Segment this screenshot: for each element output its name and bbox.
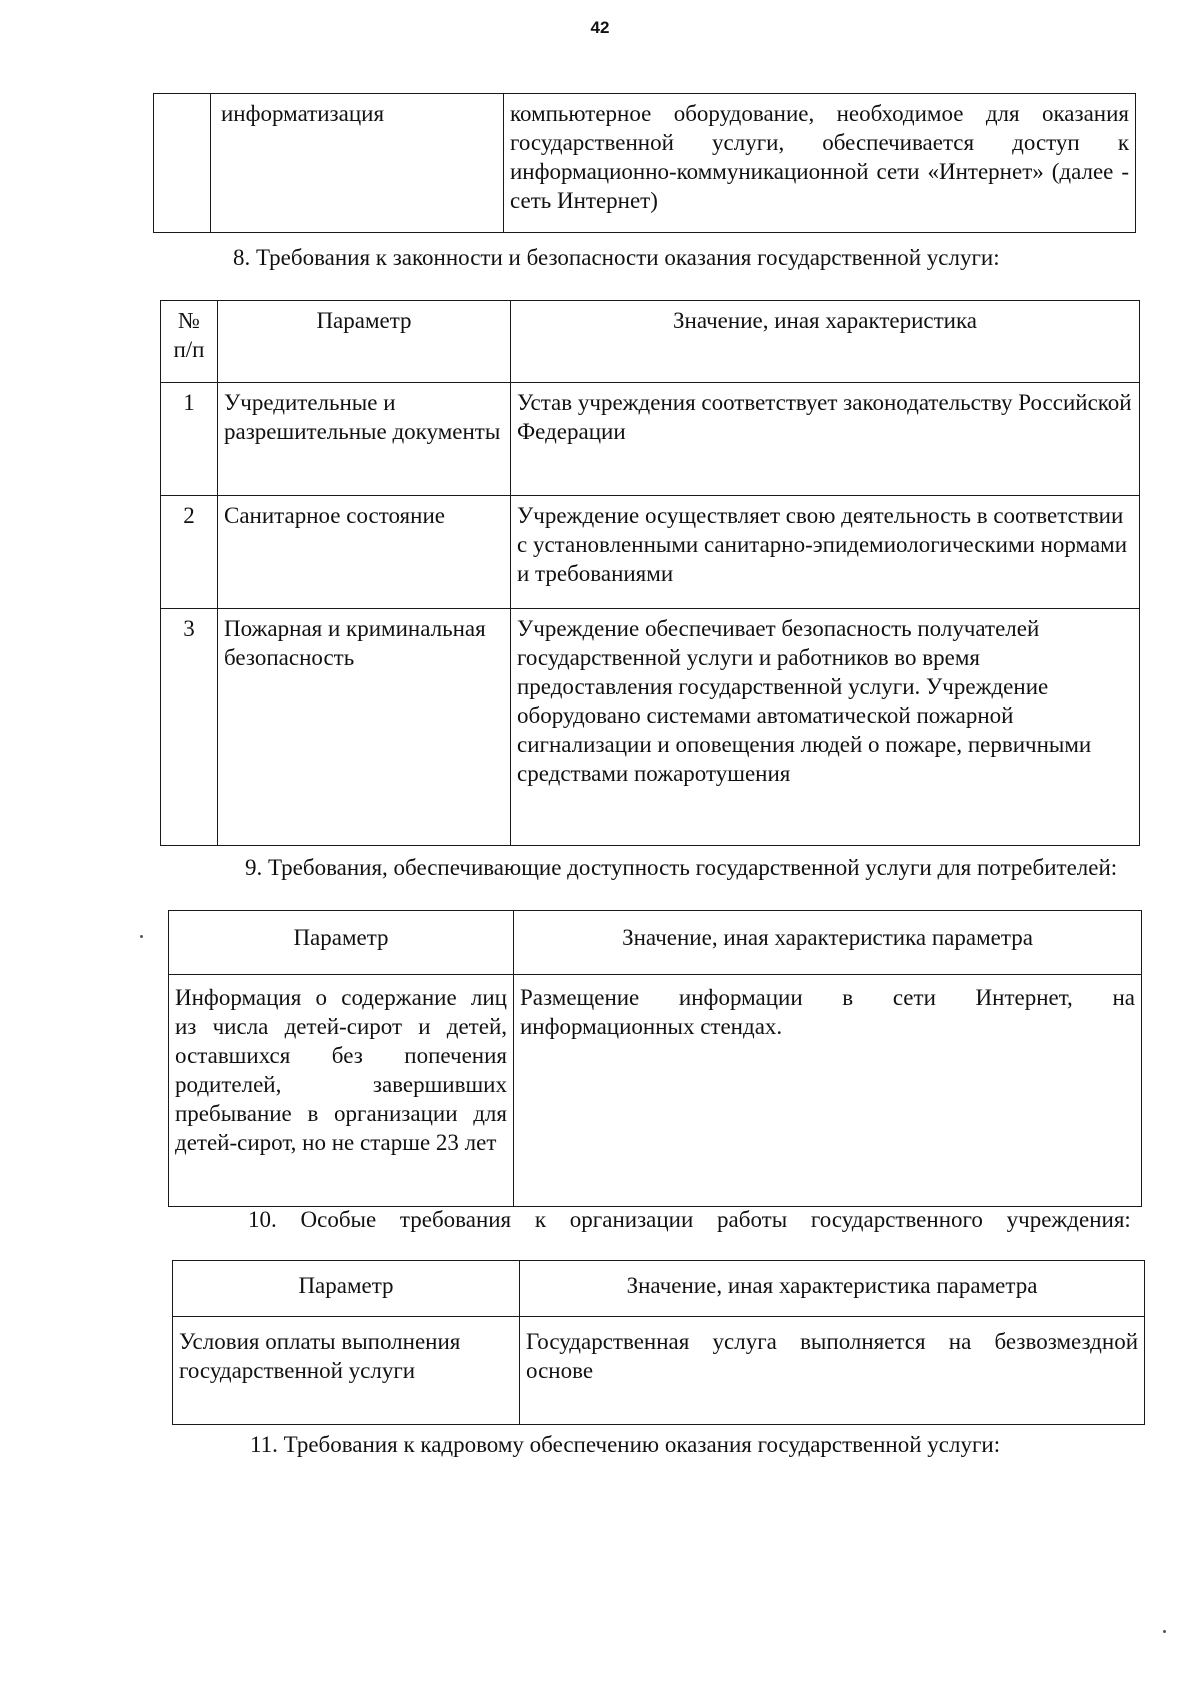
parameter-cell: Пожарная и криминальная безопасность xyxy=(218,609,511,846)
column-header-value: Значение, иная характеристика параметра xyxy=(514,911,1142,975)
value-cell: Размещение информации в сети Интернет, на информационных стендах. xyxy=(514,975,1142,1207)
table-header-row xyxy=(161,301,1140,383)
column-header-value: Значение, иная характеристика xyxy=(511,301,1140,383)
column-header-number: № п/п xyxy=(161,301,218,383)
accessibility-table xyxy=(168,910,1142,1207)
special-requirements-table xyxy=(172,1260,1145,1425)
parameter-cell: Учредительные и разрешительные документы xyxy=(218,383,511,496)
value-cell: Учреждение осуществляет свою деятельность в соответствии с установленными санитарно-эпидемиологическими нормами и требованиями xyxy=(511,496,1140,609)
row-number-cell: 2 xyxy=(161,496,218,609)
legality-safety-table xyxy=(160,300,1140,846)
parameter-cell: информатизация xyxy=(211,94,504,233)
section-9-heading: 9. Требования, обеспечивающие доступность государственной услуги для потребителей: xyxy=(245,855,1118,880)
table-row xyxy=(161,383,1140,496)
table-header-row xyxy=(173,1261,1145,1317)
value-cell: Государственная услуга выполняется на безвозмездной основе xyxy=(520,1317,1145,1425)
scan-speck xyxy=(1163,1630,1166,1633)
informatization-table xyxy=(153,93,1136,233)
section-10-heading: 10. Особые требования к организации работы государственного учреждения: xyxy=(248,1207,1131,1232)
table-row xyxy=(154,94,1136,233)
section-11-heading: 11. Требования к кадровому обеспечению оказания государственной услуги: xyxy=(250,1432,1001,1457)
section-8-heading: 8. Требования к законности и безопасности оказания государственной услуги: xyxy=(233,245,1000,270)
parameter-cell: Санитарное состояние xyxy=(218,496,511,609)
scan-speck xyxy=(140,935,143,938)
table-row xyxy=(169,975,1142,1207)
value-cell: компьютерное оборудование, необходимое для оказания государственной услуги, обеспечивается доступ к информационно-коммуникационной сети «Интернет» (далее - сеть Интернет) xyxy=(504,94,1136,233)
table-row xyxy=(161,609,1140,846)
column-header-parameter: Параметр xyxy=(173,1261,520,1317)
row-number-cell: 3 xyxy=(161,609,218,846)
parameter-cell: Условия оплаты выполнения государственной услуги xyxy=(173,1317,520,1425)
page-number: 42 xyxy=(590,18,610,37)
row-number-cell: 1 xyxy=(161,383,218,496)
value-cell: Устав учреждения соответствует законодательству Российской Федерации xyxy=(511,383,1140,496)
column-header-value: Значение, иная характеристика параметра xyxy=(520,1261,1145,1317)
value-cell: Учреждение обеспечивает безопасность получателей государственной услуги и работников во время предоставления государственной услуги. Учреждение оборудовано системами автоматической пожарной сигнализации и оповещения людей о пожаре, первичными средствами пожаротушения xyxy=(511,609,1140,846)
parameter-cell: Информация о содержание лиц из числа детей-сирот и детей, оставшихся без попечения родителей, завершивших пребывание в организации для детей-сирот, но не старше 23 лет xyxy=(169,975,514,1207)
table-row xyxy=(161,496,1140,609)
table-row xyxy=(173,1317,1145,1425)
column-header-parameter: Параметр xyxy=(218,301,511,383)
table-header-row xyxy=(169,911,1142,975)
row-number-cell xyxy=(154,94,211,233)
column-header-parameter: Параметр xyxy=(169,911,514,975)
